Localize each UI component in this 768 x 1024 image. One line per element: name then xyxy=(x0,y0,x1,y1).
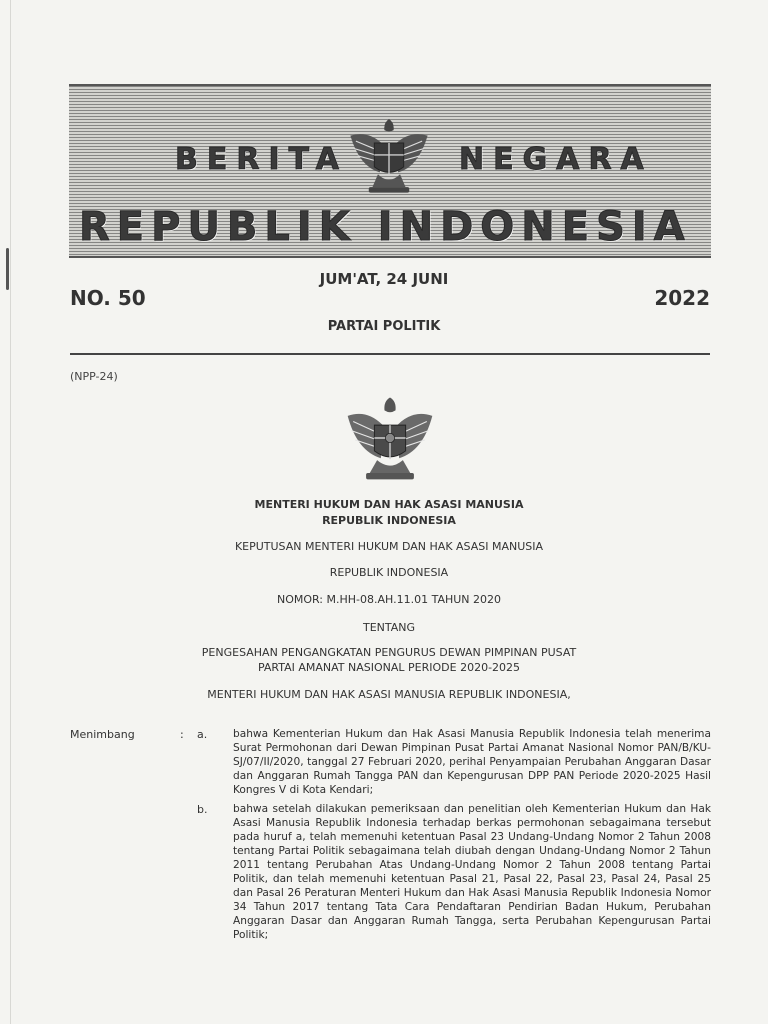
issuer-line-1: MENTERI HUKUM DAN HAK ASASI MANUSIA xyxy=(254,498,524,511)
garuda-emblem-icon xyxy=(341,108,437,200)
considering-colon: : xyxy=(180,728,184,741)
item-letter-a: a. xyxy=(197,728,208,741)
subject-line-2: PARTAI AMANAT NASIONAL PERIODE 2020-2025 xyxy=(257,661,521,674)
subject-line-1: PENGESAHAN PENGANGKATAN PENGURUS DEWAN PIMPINAN PUSAT xyxy=(201,646,577,659)
issue-date: JUM'AT, 24 JUNI xyxy=(319,270,449,288)
item-letter-b: b. xyxy=(197,803,208,816)
consideration-item-b: bahwa setelah dilakukan pemeriksaan dan penelitian oleh Kementerian Hukum dan Hak Asasi Manusia Republik Indonesia terhadap berkas permohonan sebagaimana tersebut pada huruf a, telah memenuhi ketentuan Pasal 23 Undang-Undang Nomor 2 Tahun 2008 tentang Partai Politik sebagaimana telah diubah dengan Undang-Undang Nomor 2 Tahun 2011 tentang Perubahan Atas Undang-Undang Nomor 2 Tahun 2008 tentang Partai Politik, dan telah memenuhi ketentuan Pasal 21, Pasal 22, Pasal 23, Pasal 24, Pasal 25 dan Pasal 26 Peraturan Menteri Hukum dan Hak Asasi Manusia Republik Indonesia Nomor 34 Tahun 2017 tentang Tata Cara Pendaftaran Pendirian Badan Hukum, Perubahan Anggaran Dasar dan Anggaran Rumah Tangga, serta Perubahan Kepengurusan Partai Politik; xyxy=(233,803,711,941)
decision-number: NOMOR: M.HH-08.AH.11.01 TAHUN 2020 xyxy=(276,593,502,606)
decision-line-2: REPUBLIK INDONESIA xyxy=(329,566,449,579)
considering-label: Menimbang xyxy=(70,728,135,741)
preamble: MENTERI HUKUM DAN HAK ASASI MANUSIA REPUBLIK INDONESIA, xyxy=(207,688,571,701)
masthead-republik-indonesia: REPUBLIK INDONESIA xyxy=(79,204,692,250)
issuer-line-2: REPUBLIK INDONESIA xyxy=(322,514,456,527)
masthead-banner xyxy=(69,84,711,258)
issue-topic: PARTAI POLITIK xyxy=(327,319,441,334)
issue-year: 2022 xyxy=(654,286,710,310)
reference-code: (NPP-24) xyxy=(70,370,118,383)
page-edge xyxy=(10,0,11,1024)
masthead-word-negara: NEGARA xyxy=(459,142,653,177)
header-divider xyxy=(70,353,710,355)
decision-line-1: KEPUTUSAN MENTERI HUKUM DAN HAK ASASI MANUSIA xyxy=(234,540,544,553)
issue-number: NO. 50 xyxy=(70,286,146,310)
masthead-word-berita: BERITA xyxy=(175,142,348,177)
garuda-emblem-icon xyxy=(344,392,436,484)
about-label: TENTANG xyxy=(362,621,416,634)
consideration-item-a: bahwa Kementerian Hukum dan Hak Asasi Manusia Republik Indonesia telah menerima Surat Permohonan dari Dewan Pimpinan Pusat Partai Amanat Nasional Nomor PAN/B/KU-SJ/07/II/2020, tanggal 27 Februari 2020, perihal Penyampaian Perubahan Anggaran Dasar dan Anggaran Rumah Tangga PAN dan Kepengurusan DPP PAN Periode 2020-2025 Hasil Kongres V di Kota Kendari; xyxy=(233,728,711,796)
